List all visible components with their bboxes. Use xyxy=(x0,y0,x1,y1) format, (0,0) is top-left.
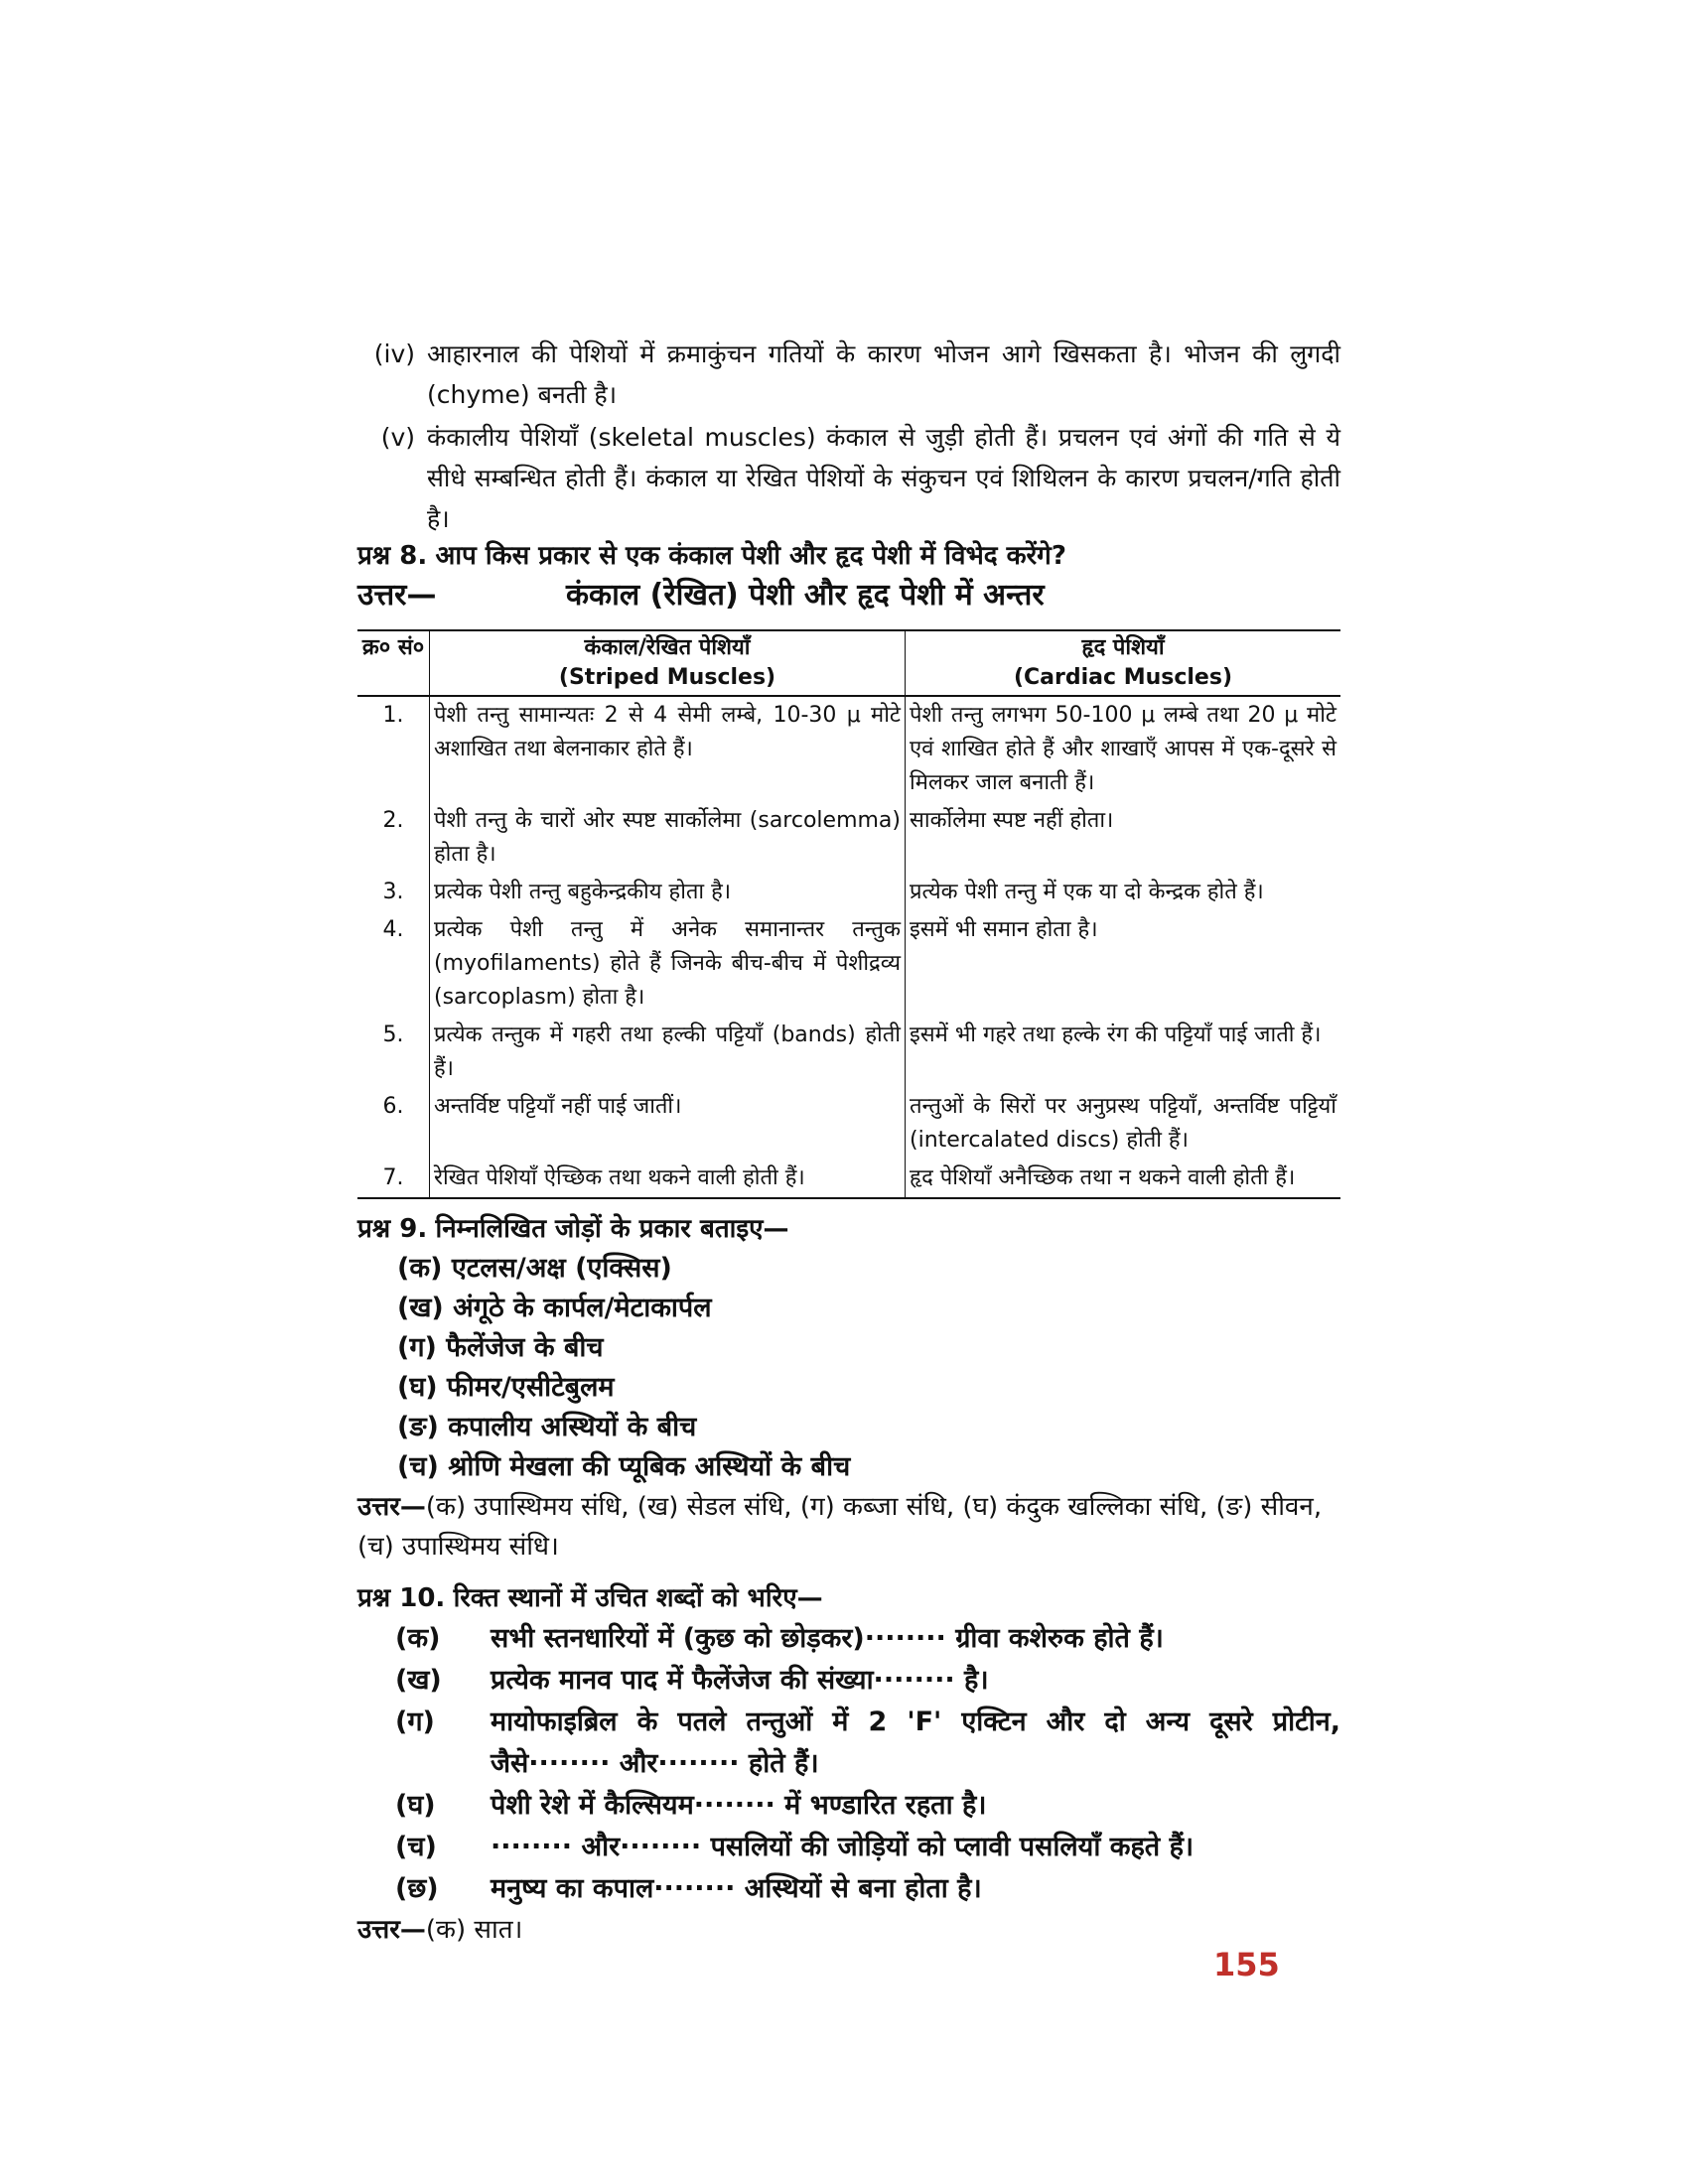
table-row xyxy=(357,802,1340,874)
row-cardiac: इसमें भी समान होता है। xyxy=(906,911,1341,1017)
option-item: (ङ) कपालीय अस्थियों के बीच xyxy=(397,1412,697,1442)
table-row xyxy=(357,1088,1340,1160)
row-skeletal: पेशी तन्तु के चारों ओर स्पष्ट सार्कोलेमा (sarcolemma) होता है। xyxy=(430,802,906,874)
comparison-table xyxy=(357,629,1340,1199)
table-row xyxy=(357,911,1340,1017)
answer-label: उत्तर— xyxy=(357,1492,426,1522)
row-serial: 3. xyxy=(382,880,404,904)
table-row xyxy=(357,1017,1340,1088)
fill-item: (ग) मायोफाइब्रिल के पतले तन्तुओं में 2 'F' एक्टिन और दो अन्य दूसरे प्रोटीन, जैसे········ और········ होते हैं। xyxy=(395,1706,1340,1779)
row-cardiac: प्रत्येक पेशी तन्तु में एक या दो केन्द्रक होते हैं। xyxy=(906,874,1341,911)
answer-block xyxy=(357,1487,1340,1567)
row-serial: 6. xyxy=(382,1094,404,1119)
question-label: प्रश्न 10. xyxy=(357,1583,446,1613)
option-item: (ख) अंगूठे के कार्पल/मेटाकार्पल xyxy=(397,1293,712,1323)
item-text: आहारनाल की पेशियों में क्रमाकुंचन गतियों के कारण भोजन आगे खिसकता है। भोजन की लुगदी (chyme) बनती है। xyxy=(427,340,1340,409)
question-text: रिक्त स्थानों में उचित शब्दों को भरिए— xyxy=(453,1583,823,1613)
fill-item: (छ) मनुष्य का कपाल········ अस्थियों से बना होता है। xyxy=(395,1873,982,1904)
question-label: प्रश्न 9. xyxy=(357,1214,428,1244)
row-serial: 7. xyxy=(357,1160,430,1198)
row-serial: 1. xyxy=(382,703,404,728)
option-item: (घ) फीमर/एसीटेबुलम xyxy=(397,1372,615,1403)
comparison-title: कंकाल (रेखित) पेशी और हृद पेशी में अन्तर xyxy=(566,578,1045,613)
answer-text: (क) सात। xyxy=(425,1915,523,1945)
fill-item: (ख) प्रत्येक मानव पाद में फैलेंजेज की संख्या········ है। xyxy=(395,1665,989,1696)
intro-section xyxy=(357,334,1340,539)
row-cardiac: सार्कोलेमा स्पष्ट नहीं होता। xyxy=(906,802,1341,874)
item-number: (v) xyxy=(380,423,415,452)
row-cardiac: तन्तुओं के सिरों पर अनुप्रस्थ पट्टियाँ, अन्तर्विष्ट पट्टियाँ (intercalated discs) होती हैं। xyxy=(906,1088,1341,1160)
page-number: 155 xyxy=(1213,1946,1280,1983)
row-serial: 2. xyxy=(382,808,404,833)
answer-title-row xyxy=(357,574,1340,617)
row-cardiac: हृद पेशियाँ अनैच्छिक तथा न थकने वाली होती हैं। xyxy=(906,1160,1341,1198)
question-label: प्रश्न 8. xyxy=(357,541,428,571)
answer-label: उत्तर— xyxy=(357,578,437,613)
fill-item: (घ) पेशी रेशे में कैल्सियम········ में भण्डारित रहता है। xyxy=(395,1790,987,1821)
fill-item: (क) सभी स्तनधारियों में (कुछ को छोड़कर)········ ग्रीवा कशेरुक होते हैं। xyxy=(395,1623,1164,1654)
option-item: (क) एटलस/अक्ष (एक्सिस) xyxy=(397,1253,672,1284)
answer-text: (क) उपास्थिमय संधि, (ख) सेडल संधि, (ग) कब्जा संधि, (घ) कंदुक खल्लिका संधि, (ङ) सीवन, (च) उपास्थिमय संधि। xyxy=(357,1492,1323,1562)
list-item xyxy=(357,334,1340,415)
row-skeletal: रेखित पेशियाँ ऐच्छिक तथा थकने वाली होती हैं। xyxy=(430,1160,906,1198)
table-row xyxy=(357,1160,1340,1198)
question-9 xyxy=(357,1209,1340,1567)
table-row xyxy=(357,874,1340,911)
row-skeletal: प्रत्येक तन्तुक में गहरी तथा हल्की पट्टियाँ (bands) होती हैं। xyxy=(430,1017,906,1088)
row-serial: 4. xyxy=(382,917,404,942)
question-10 xyxy=(357,1578,1340,1950)
table-row xyxy=(357,696,1340,802)
header-skeletal: कंकाल/रेखित पेशियाँ (Striped Muscles) xyxy=(430,630,906,696)
question-text: निम्नलिखित जोड़ों के प्रकार बताइए— xyxy=(435,1214,789,1244)
answer-block xyxy=(357,1910,1340,1950)
question-text: आप किस प्रकार से एक कंकाल पेशी और हृद पेशी में विभेद करेंगे? xyxy=(435,541,1066,571)
item-text: कंकालीय पेशियाँ (skeletal muscles) कंकाल से जुड़ी होती हैं। प्रचलन एवं अंगों की गति से ये सीधे सम्बन्धित होती हैं। कंकाल या रेखित पेशियों के संकुचन एवं शिथिलन के कारण प्रचलन/गति होती है। xyxy=(427,423,1340,533)
row-skeletal: प्रत्येक पेशी तन्तु बहुकेन्द्रकीय होता है। xyxy=(430,874,906,911)
fill-item: (च) ········ और········ पसलियों की जोड़ियों को प्लावी पसलियाँ कहते हैं। xyxy=(395,1832,1195,1862)
row-cardiac: इसमें भी गहरे तथा हल्के रंग की पट्टियाँ पाई जाती हैं। xyxy=(906,1017,1341,1088)
row-skeletal: अन्तर्विष्ट पट्टियाँ नहीं पाई जातीं। xyxy=(430,1088,906,1160)
header-cardiac: हृद पेशियाँ (Cardiac Muscles) xyxy=(906,630,1341,696)
item-number: (iv) xyxy=(373,340,415,368)
option-item: (च) श्रोणि मेखला की प्यूबिक अस्थियों के बीच xyxy=(397,1451,851,1482)
row-skeletal: पेशी तन्तु सामान्यतः 2 से 4 सेमी लम्बे, 10-30 μ मोटे अशाखित तथा बेलनाकार होते हैं। xyxy=(430,696,906,802)
option-item: (ग) फैलेंजेज के बीच xyxy=(397,1332,604,1363)
question-8 xyxy=(357,536,1340,576)
row-serial: 5. xyxy=(382,1023,404,1047)
table-header-row xyxy=(357,630,1340,696)
list-item xyxy=(357,417,1340,539)
row-skeletal: प्रत्येक पेशी तन्तु में अनेक समानान्तर तन्तुक (myofilaments) होते हैं जिनके बीच-बीच में पेशीद्रव्य (sarcoplasm) होता है। xyxy=(430,911,906,1017)
header-serial: क्र० सं० xyxy=(357,630,430,696)
answer-label: उत्तर— xyxy=(357,1915,426,1945)
row-cardiac: पेशी तन्तु लगभग 50-100 μ लम्बे तथा 20 μ मोटे एवं शाखित होते हैं और शाखाएँ आपस में एक-दूसरे से मिलकर जाल बनाती हैं। xyxy=(906,696,1341,802)
